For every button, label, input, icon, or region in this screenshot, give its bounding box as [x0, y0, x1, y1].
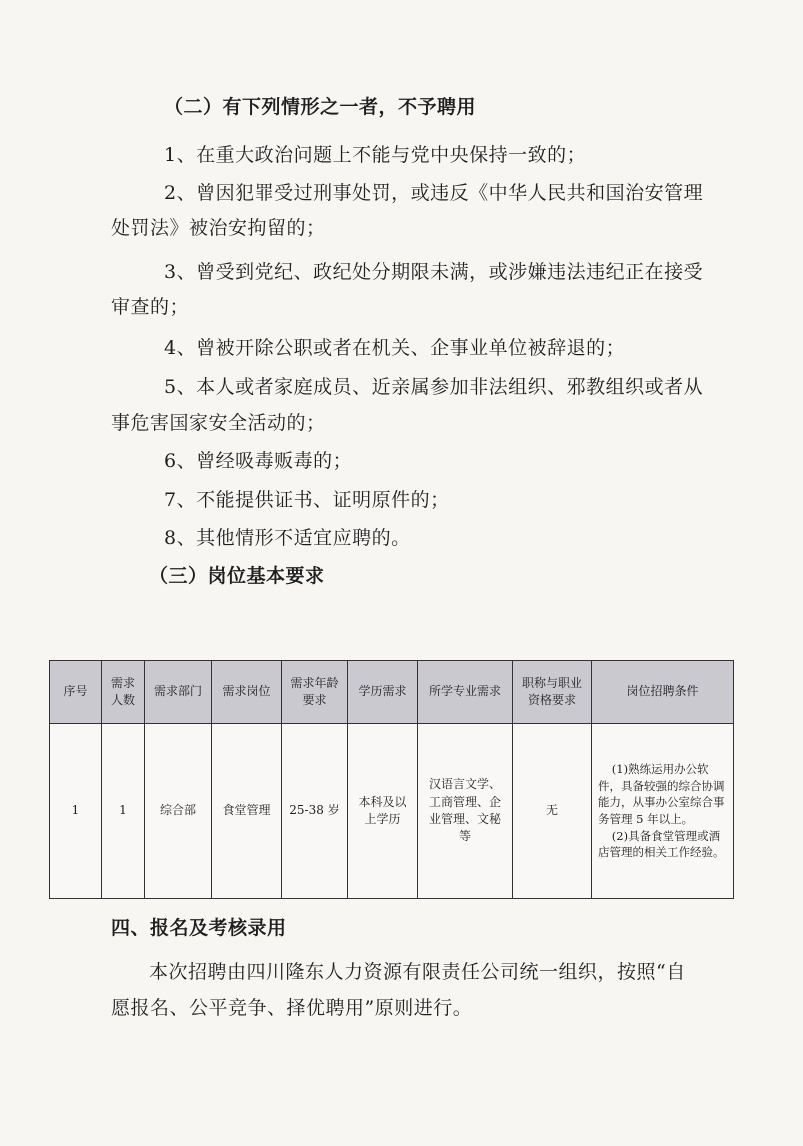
paragraph-line: 本次招聘由四川隆东人力资源有限责任公司统一组织，按照“自 — [149, 961, 686, 983]
header-no: 序号 — [50, 661, 102, 724]
table-header-row — [50, 661, 734, 724]
list-item: 6、曾经吸毒贩毒的； — [164, 450, 353, 472]
cell-education: 本科及以 上学历 — [348, 724, 418, 899]
list-item: 4、曾被开除公职或者在机关、企事业单位被辞退的； — [164, 337, 626, 359]
header-post: 需求岗位 — [212, 661, 282, 724]
condition-2: (2)具备食堂管理或酒店管理的相关工作经验。 — [598, 828, 725, 860]
section-heading-post-requirements: （三）岗位基本要求 — [149, 565, 325, 587]
header-conditions: 岗位招聘条件 — [592, 661, 734, 724]
list-item-continuation: 处罚法》被治安拘留的； — [111, 217, 326, 239]
list-item: 8、其他情形不适宜应聘的。 — [164, 527, 411, 549]
cell-count: 1 — [102, 724, 145, 899]
cell-major: 汉语言文学、 工商管理、企 业管理、文秘 等 — [418, 724, 513, 899]
cell-conditions — [592, 724, 734, 899]
header-education: 学历需求 — [348, 661, 418, 724]
list-item: 7、不能提供证书、证明原件的； — [164, 489, 450, 511]
list-item-continuation: 审查的； — [111, 296, 190, 318]
section-heading-disqualifications: （二）有下列情形之一者，不予聘用 — [164, 96, 477, 118]
list-item: 1、在重大政治问题上不能与党中央保持一致的； — [164, 144, 587, 166]
list-item-continuation: 事危害国家安全活动的； — [111, 412, 326, 434]
table-row — [50, 724, 734, 899]
header-count: 需求 人数 — [102, 661, 145, 724]
cell-age: 25-38 岁 — [282, 724, 348, 899]
header-age: 需求年龄 要求 — [282, 661, 348, 724]
cell-title: 无 — [513, 724, 592, 899]
condition-1: (1)熟练运用办公软件，具备较强的综合协调能力，从事办公室综合事务管理 5 年以上。 — [598, 761, 725, 826]
section-heading-registration: 四、报名及考核录用 — [111, 917, 287, 939]
paragraph-line: 愿报名、公平竞争、择优聘用”原则进行。 — [111, 997, 473, 1019]
list-item: 3、曾受到党纪、政纪处分期限未满，或涉嫌违法违纪正在接受 — [164, 261, 704, 283]
header-dept: 需求部门 — [145, 661, 212, 724]
post-requirements-table — [49, 660, 734, 899]
header-major: 所学专业需求 — [418, 661, 513, 724]
header-title: 职称与职业 资格要求 — [513, 661, 592, 724]
list-item: 5、本人或者家庭成员、近亲属参加非法组织、邪教组织或者从 — [164, 376, 704, 398]
cell-post: 食堂管理 — [212, 724, 282, 899]
cell-dept: 综合部 — [145, 724, 212, 899]
list-item: 2、曾因犯罪受过刑事处罚，或违反《中华人民共和国治安管理 — [164, 182, 704, 204]
cell-no: 1 — [50, 724, 102, 899]
